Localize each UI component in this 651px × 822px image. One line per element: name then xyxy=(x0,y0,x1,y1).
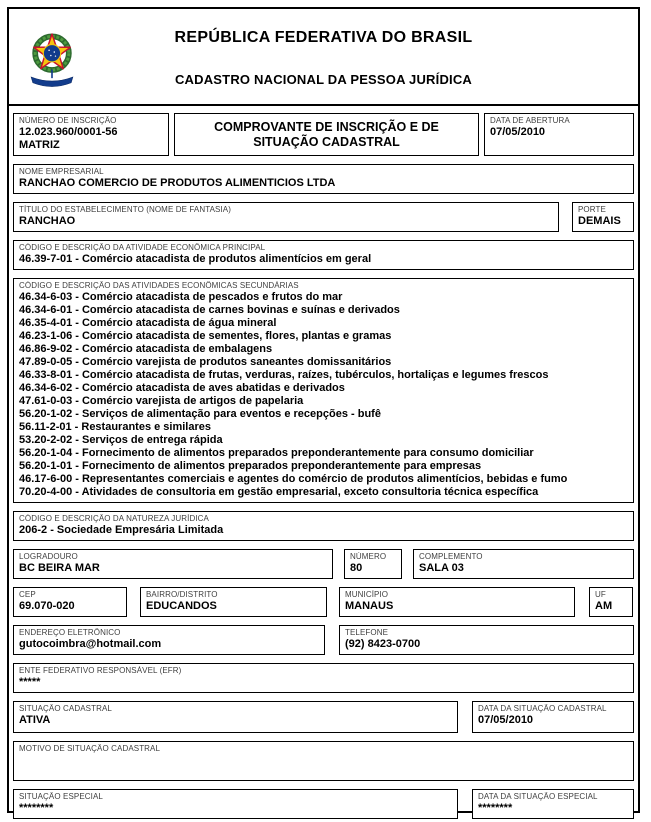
field-value: RANCHAO xyxy=(19,215,76,227)
secondary-activity-item: 46.17-6-00 - Representantes comerciais e agentes do comércio de produtos alimentícios, bebidas e fumo xyxy=(19,473,568,485)
field-efr xyxy=(13,663,634,693)
field-logradouro xyxy=(13,549,333,579)
field-data-situacao-especial xyxy=(472,789,634,819)
field-label: ENTE FEDERATIVO RESPONSÁVEL (EFR) xyxy=(19,666,182,675)
field-label: PORTE xyxy=(578,205,606,214)
field-label: CÓDIGO E DESCRIÇÃO DA NATUREZA JURÍDICA xyxy=(19,514,209,523)
branch-type: MATRIZ xyxy=(19,139,60,151)
row-nome-empresarial xyxy=(13,164,634,194)
field-label: NÚMERO DE INSCRIÇÃO xyxy=(19,116,117,125)
field-complemento xyxy=(413,549,634,579)
field-atividades-secundarias xyxy=(13,278,634,503)
field-data-situacao-cadastral xyxy=(472,701,634,733)
field-value: 46.39-7-01 - Comércio atacadista de produtos alimentícios em geral xyxy=(19,253,372,265)
row-atividades-secundarias xyxy=(13,278,634,503)
secondary-activity-item: 46.33-8-01 - Comércio atacadista de frutas, verduras, raízes, tubérculos, hortaliças e legumes frescos xyxy=(19,369,549,381)
field-value: 07/05/2010 xyxy=(478,714,534,726)
field-value: SALA 03 xyxy=(419,562,464,574)
field-value: AM xyxy=(595,600,613,612)
secondary-activity-item: 46.34-6-02 - Comércio atacadista de aves abatidas e derivados xyxy=(19,382,345,394)
field-value: 80 xyxy=(350,562,363,574)
field-label: DATA DA SITUAÇÃO ESPECIAL xyxy=(478,792,598,801)
republic-title: REPÚBLICA FEDERATIVA DO BRASIL xyxy=(174,29,473,46)
secondary-activity-item: 56.20-1-01 - Fornecimento de alimentos preparados preponderantemente para empresas xyxy=(19,460,482,472)
field-value: 07/05/2010 xyxy=(490,126,546,138)
row-situacao-cadastral xyxy=(13,701,634,733)
secondary-activity-item: 70.20-4-00 - Atividades de consultoria em gestão empresarial, exceto consultoria técnica específica xyxy=(19,486,539,498)
field-value: MANAUS xyxy=(345,600,394,612)
cnpj-number: 12.023.960/0001-56 xyxy=(19,126,118,138)
field-value: 206-2 - Sociedade Empresária Limitada xyxy=(19,524,224,536)
field-value: BC BEIRA MAR xyxy=(19,562,100,574)
field-value: ***** xyxy=(19,676,41,688)
row-inscription xyxy=(13,113,634,156)
status-value: ATIVA xyxy=(19,714,51,726)
field-porte xyxy=(572,202,634,232)
row-endereco-2 xyxy=(13,587,634,617)
secondary-activity-item: 56.20-1-04 - Fornecimento de alimentos preparados preponderantemente para consumo domiciliar xyxy=(19,447,534,459)
secondary-activity-item: 46.34-6-01 - Comércio atacadista de carnes bovinas e suínas e derivados xyxy=(19,304,400,316)
field-label: UF xyxy=(595,590,606,599)
field-label: ENDEREÇO ELETRÔNICO xyxy=(19,628,121,637)
field-natureza-juridica xyxy=(13,511,634,541)
field-label: MOTIVO DE SITUAÇÃO CADASTRAL xyxy=(19,744,161,753)
document-title: COMPROVANTE DE INSCRIÇÃO E DE SITUAÇÃO CADASTRAL xyxy=(174,113,479,156)
field-titulo-estabelecimento xyxy=(13,202,559,232)
field-municipio xyxy=(339,587,575,617)
field-value: EDUCANDOS xyxy=(146,600,217,612)
field-value: RANCHAO COMERCIO DE PRODUTOS ALIMENTICIOS LTDA xyxy=(19,177,336,189)
field-endereco-eletronico xyxy=(13,625,325,655)
row-motivo-situacao xyxy=(13,741,634,781)
field-cep xyxy=(13,587,127,617)
field-label: NOME EMPRESARIAL xyxy=(19,167,104,176)
field-situacao-cadastral xyxy=(13,701,458,733)
field-label: MUNICÍPIO xyxy=(345,590,389,599)
field-nome-empresarial xyxy=(13,164,634,194)
document-header xyxy=(9,9,638,106)
field-label: SITUAÇÃO ESPECIAL xyxy=(19,792,103,801)
row-titulo-porte xyxy=(13,202,634,232)
field-value: 69.070-020 xyxy=(19,600,75,612)
field-label: DATA DA SITUAÇÃO CADASTRAL xyxy=(478,704,607,713)
brazil-coat-of-arms-icon xyxy=(23,24,81,94)
field-data-abertura xyxy=(484,113,634,156)
secondary-activity-item: 56.11-2-01 - Restaurantes e similares xyxy=(19,421,212,433)
field-value: gutocoimbra@hotmail.com xyxy=(19,638,162,650)
row-situacao-especial xyxy=(13,789,634,819)
registry-subtitle: CADASTRO NACIONAL DA PESSOA JURÍDICA xyxy=(174,72,473,87)
secondary-activities-list xyxy=(19,291,628,499)
secondary-activity-item: 46.23-1-06 - Comércio atacadista de sementes, flores, plantas e gramas xyxy=(19,330,392,342)
field-value: (92) 8423-0700 xyxy=(345,638,421,650)
field-label: DATA DE ABERTURA xyxy=(490,116,570,125)
field-uf xyxy=(589,587,633,617)
field-telefone xyxy=(339,625,634,655)
row-natureza-juridica xyxy=(13,511,634,541)
field-label: CÓDIGO E DESCRIÇÃO DA ATIVIDADE ECONÔMICA PRINCIPAL xyxy=(19,243,266,252)
field-motivo-situacao-cadastral xyxy=(13,741,634,781)
field-situacao-especial xyxy=(13,789,458,819)
field-label: BAIRRO/DISTRITO xyxy=(146,590,218,599)
field-label: SITUAÇÃO CADASTRAL xyxy=(19,704,112,713)
secondary-activity-item: 56.20-1-02 - Serviços de alimentação para eventos e recepções - bufê xyxy=(19,408,381,420)
field-label: NÚMERO xyxy=(350,552,387,561)
field-value: ******** xyxy=(19,802,54,814)
field-label: CÓDIGO E DESCRIÇÃO DAS ATIVIDADES ECONÔMICAS SECUNDÁRIAS xyxy=(19,281,299,290)
field-value: ******** xyxy=(478,802,513,814)
row-endereco-1 xyxy=(13,549,634,579)
secondary-activity-item: 46.34-6-03 - Comércio atacadista de pescados e frutos do mar xyxy=(19,291,343,303)
field-label: TELEFONE xyxy=(345,628,389,637)
secondary-activity-item: 46.35-4-01 - Comércio atacadista de água mineral xyxy=(19,317,277,329)
field-atividade-principal xyxy=(13,240,634,270)
secondary-activity-item: 46.86-9-02 - Comércio atacadista de embalagens xyxy=(19,343,273,355)
field-numero xyxy=(344,549,402,579)
secondary-activity-item: 53.20-2-02 - Serviços de entrega rápida xyxy=(19,434,223,446)
field-label: CEP xyxy=(19,590,36,599)
field-label: LOGRADOURO xyxy=(19,552,78,561)
row-efr xyxy=(13,663,634,693)
secondary-activity-item: 47.89-0-05 - Comércio varejista de produtos saneantes domissanitários xyxy=(19,356,392,368)
secondary-activity-item: 47.61-0-03 - Comércio varejista de artigos de papelaria xyxy=(19,395,304,407)
field-numero-inscricao xyxy=(13,113,169,156)
document-sheet xyxy=(7,7,640,813)
field-label: COMPLEMENTO xyxy=(419,552,483,561)
field-value: DEMAIS xyxy=(578,215,621,227)
field-bairro-distrito xyxy=(140,587,327,617)
field-label: TÍTULO DO ESTABELECIMENTO (NOME DE FANTASIA) xyxy=(19,205,231,214)
row-atividade-principal xyxy=(13,240,634,270)
row-contato xyxy=(13,625,634,655)
